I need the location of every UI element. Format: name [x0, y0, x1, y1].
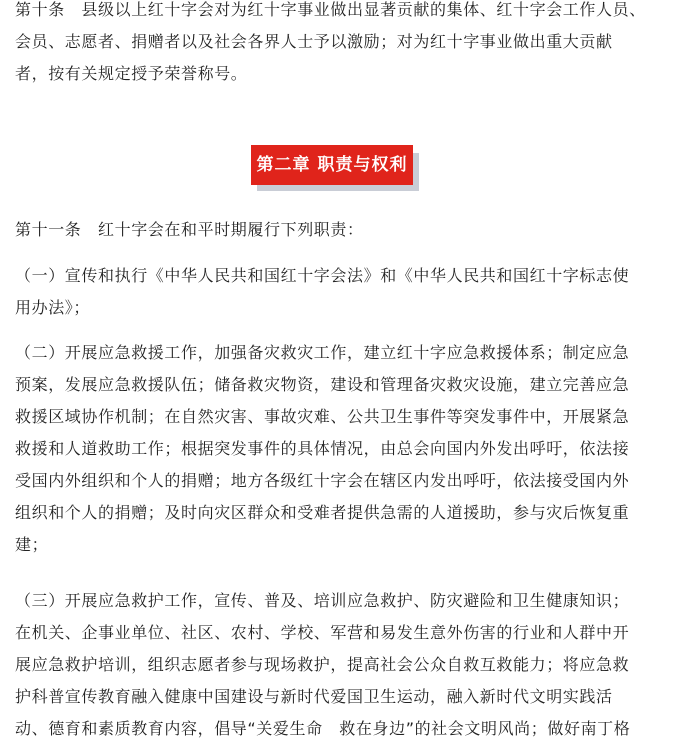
- text-line: 救援区域协作机制；在自然灾害、事故灾难、公共卫生事件等突发事件中，开展紧急: [15, 407, 630, 426]
- text-line: 用办法》；: [15, 298, 91, 317]
- text-line: 会员、志愿者、捐赠者以及社会各界人士予以激励；对为红十字事业做出重大贡献: [15, 32, 613, 51]
- text-line: 在机关、企事业单位、社区、农村、学校、军营和易发生意外伤害的行业和人群中开: [15, 623, 630, 642]
- article-11-intro: [15, 214, 661, 246]
- article-11-item-1: [15, 260, 661, 324]
- text-line: 第十一条 红十字会在和平时期履行下列职责：: [15, 220, 364, 239]
- text-line: （三）开展应急救护工作，宣传、普及、培训应急救护、防灾避险和卫生健康知识；: [15, 591, 630, 610]
- text-line: 受国内外组织和个人的捐赠；地方各级红十字会在辖区内发出呼吁，依法接受国内外: [15, 471, 630, 490]
- chapter-heading-banner: [251, 145, 419, 191]
- text-line: 组织和个人的捐赠；及时向灾区群众和受难者提供急需的人道援助，参与灾后恢复重: [15, 503, 630, 522]
- text-line: （一）宣传和执行《中华人民共和国红十字会法》和《中华人民共和国红十字标志使: [15, 266, 630, 285]
- text-line: 救援和人道救助工作；根据突发事件的具体情况，由总会向国内外发出呼吁，依法接: [15, 439, 630, 458]
- text-line: 建；: [15, 535, 49, 554]
- article-11-item-3: [15, 585, 661, 745]
- text-line: 动、德育和素质教育内容，倡导“关爱生命 救在身边”的社会文明风尚；做好南丁格: [15, 719, 631, 738]
- text-line: 第十条 县级以上红十字会对为红十字事业做出显著贡献的集体、红十字会工作人员、: [15, 0, 646, 19]
- article-11-item-2: [15, 337, 661, 561]
- text-line: 预案，发展应急救援队伍；储备救灾物资，建设和管理备灾救灾设施，建立完善应急: [15, 375, 630, 394]
- text-line: （二）开展应急救援工作，加强备灾救灾工作，建立红十字应急救援体系；制定应急: [15, 343, 630, 362]
- text-line: 护科普宣传教育融入健康中国建设与新时代爱国卫生运动，融入新时代文明实践活: [15, 687, 613, 706]
- text-line: 展应急救护培训，组织志愿者参与现场救护，提高社会公众自救互救能力；将应急救: [15, 655, 630, 674]
- text-line: 者，按有关规定授予荣誉称号。: [15, 64, 248, 83]
- chapter-title: 第二章 职责与权利: [251, 145, 413, 185]
- article-10-paragraph: [15, 0, 661, 90]
